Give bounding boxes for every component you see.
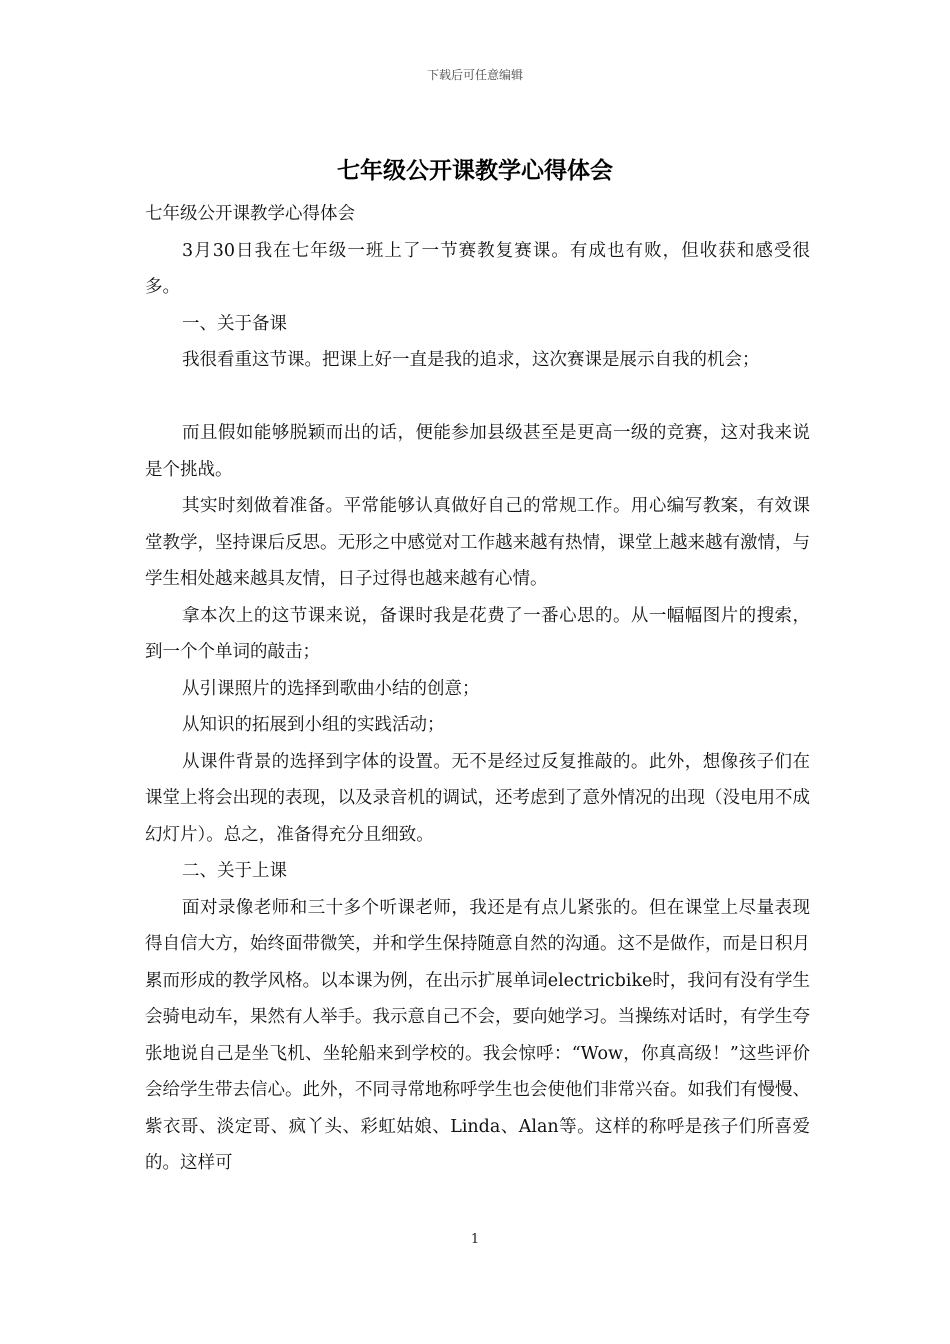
paragraph: 从知识的拓展到小组的实践活动； — [182, 715, 445, 735]
paragraph: 拿本次上的这节课来说，备课时我是花费了一番心思的。从一幅幅图片的搜索，到一个个单词的敲击； — [145, 605, 810, 662]
section-heading-preparation: 一、关于备课 — [182, 313, 287, 334]
paragraph: 从引课照片的选择到歌曲小结的创意； — [182, 678, 480, 699]
document-body — [145, 196, 810, 1182]
paragraph: 我很看重这节课。把课上好一直是我的追求，这次赛课是展示自我的机会； — [182, 350, 760, 370]
paragraph: 其实时刻做着准备。平常能够认真做好自己的常规工作。用心编写教案，有效课堂教学，坚持课后反思。无形之中感觉对工作越来越有热情，课堂上越来越有激情，与学生相处越来越具友情，日子过得也越来越有心情。 — [145, 496, 810, 589]
paragraph-subtitle: 七年级公开课教学心得体会 — [145, 204, 355, 224]
header-note: 下载后可任意编辑 — [426, 68, 523, 82]
document-title: 七年级公开课教学心得体会 — [337, 157, 613, 184]
paragraph: 而且假如能够脱颖而出的话，便能参加县级甚至是更高一级的竞赛，这对我来说是个挑战。 — [145, 423, 810, 480]
paragraph-intro: 3月30日我在七年级一班上了一节赛教复赛课。有成也有败，但收获和感受很多。 — [145, 240, 810, 297]
paragraph: 从课件背景的选择到字体的设置。无不是经过反复推敲的。此外，想像孩子们在课堂上将会出现的表现，以及录音机的调试，还考虑到了意外情况的出现（没电用不成幻灯片）。总之，准备得充分且细致。 — [145, 751, 810, 845]
page-number: 1 — [470, 1232, 480, 1247]
paragraph: 面对录像老师和三十多个听课老师，我还是有点儿紧张的。但在课堂上尽量表现得自信大方，始终面带微笑，并和学生保持随意自然的沟通。这不是做作，而是日积月累而形成的教学风格。以本课为例，在出示扩展单词electricbike时，我问有没有学生会骑电动车，果然有人举手。我示意自己不会，要向她学习。当操练对话时，有学生夸张地说自己是坐飞机、坐轮船来到学校的。我会惊呼：“Wow，你真高级！”这些评价会给学生带去信心。此外，不同寻常地称呼学生也会使他们非常兴奋。如我们有慢慢、紫衣哥、淡定哥、疯丫头、彩虹姑娘、Linda、Alan等。这样的称呼是孩子们所喜爱的。这样可 — [145, 897, 810, 1173]
section-heading-lesson: 二、关于上课 — [182, 861, 287, 881]
